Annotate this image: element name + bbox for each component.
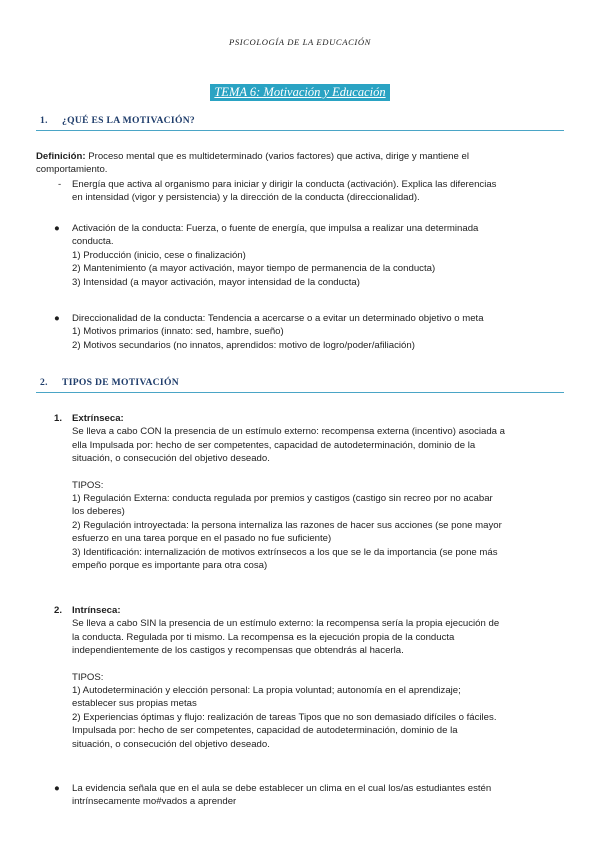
sub-item: 2) Mantenimiento (a mayor activación, mayor tiempo de permanencia de la conducta) xyxy=(72,263,436,275)
tipo-line: 1) Autodeterminación y elección personal: La propia voluntad; autonomía en el aprendizaje; xyxy=(72,685,461,697)
definition-label: Definición: xyxy=(36,151,86,162)
running-header: PSICOLOGÍA DE LA EDUCACIÓN xyxy=(228,37,372,47)
sub-item: 1) Producción (inicio, cese o finalización) xyxy=(72,249,246,261)
tipos-label: TIPOS: xyxy=(72,479,104,491)
tipo-line: 1) Regulación Externa: conducta regulada por premios y castigos (castigo sin recreo por no acabar xyxy=(72,493,493,505)
tipo-line: 3) Identificación: internalización de motivos extrínsecos a los que se le da importancia (se pone más xyxy=(72,546,498,558)
section-heading-2 xyxy=(36,376,564,393)
bullet-line: Direccionalidad de la conducta: Tendencia a acercarse o a evitar un determinado objetivo o meta xyxy=(72,313,484,324)
tipo-line: esfuerzo en una tarea porque en el pasado no fue suficiente) xyxy=(72,533,332,545)
item-number: 2. xyxy=(54,605,63,616)
tipo-line: 2) Regulación introyectada: la persona internaliza las razones de hacer sus acciones (se pone mayor xyxy=(72,519,502,531)
definition-text: Proceso mental que es multideterminado (varios factores) que activa, dirige y mantiene el xyxy=(85,151,469,162)
bullet-line: Activación de la conducta: Fuerza, o fuente de energía, que impulsa a realizar una determinada xyxy=(72,223,479,234)
section-number: 2. xyxy=(40,377,48,388)
item-title: Intrínseca: xyxy=(72,605,121,616)
tipos-label: TIPOS: xyxy=(72,671,104,683)
sub-item: 1) Motivos primarios (innato: sed, hambre, sueño) xyxy=(72,326,284,338)
tipo-line: establecer sus propias metas xyxy=(72,698,197,710)
item-text: Se lleva a cabo CON la presencia de un estímulo externo: recompensa externa (incentivo) asociada a xyxy=(72,426,506,438)
item-text: situación, o consecución del objetivo deseado. xyxy=(72,453,270,465)
tipo-line: los deberes) xyxy=(72,506,125,518)
dash-marker: - xyxy=(58,179,62,190)
item-text: ella Impulsada por: hecho de ser competentes, capacidad de autodeterminación, dominio de la xyxy=(72,439,476,451)
topic-title: TEMA 6: Motivación y Educación xyxy=(210,84,389,101)
tipo-line: situación, o consecución del objetivo deseado. xyxy=(72,738,270,750)
sub-item: 2) Motivos secundarios (no innatos, aprendidos: motivo de logro/poder/afiliación) xyxy=(72,339,415,351)
bullet-icon: ● xyxy=(54,313,60,324)
definition-paragraph xyxy=(36,150,566,177)
item-title: Extrínseca: xyxy=(72,413,124,424)
bullet-icon: ● xyxy=(54,783,60,794)
sub-item: 3) Intensidad (a mayor activación, mayor intensidad de la conducta) xyxy=(72,276,360,288)
dash-item-line: en intensidad (vigor y persistencia) y la dirección de la conducta (direccionalidad). xyxy=(72,192,420,204)
item-text: independientemente de los castigos y recompensas que obtendrás al hacerla. xyxy=(72,645,404,657)
item-number: 1. xyxy=(54,413,63,424)
item-text: la conducta. Regulada por ti mismo. La recompensa es la ejecución propia de la conducta xyxy=(72,631,455,643)
topic-title-wrapper xyxy=(0,84,600,101)
section-title: ¿QUÉ ES LA MOTIVACIÓN? xyxy=(62,115,196,126)
tipo-line: Impulsada por: hecho de ser competentes, capacidad de autodeterminación, dominio de la xyxy=(72,725,458,737)
section-heading-1 xyxy=(36,114,564,131)
item-text: Se lleva a cabo SIN la presencia de un estímulo externo: la recompensa sería la propia ejecución de xyxy=(72,618,500,630)
bullet-line: La evidencia señala que en el aula se debe establecer un clima en el cual los/as estudiantes estén xyxy=(72,783,492,794)
section-title: TIPOS DE MOTIVACIÓN xyxy=(62,377,179,388)
bullet-line: intrínsecamente mo#vados a aprender xyxy=(72,796,237,808)
definition-text-cont: comportamiento. xyxy=(36,164,108,176)
tipo-line: 2) Experiencias óptimas y flujo: realización de tareas Tipos que no son demasiado difíciles o fáciles. xyxy=(72,711,497,723)
bullet-icon: ● xyxy=(54,223,60,234)
dash-item-line: Energía que activa al organismo para iniciar y dirigir la conducta (activación). Explica las diferencias xyxy=(72,179,497,190)
tipo-line: empeño porque es importante para otra cosa) xyxy=(72,560,268,572)
section-number: 1. xyxy=(40,115,48,126)
bullet-line: conducta. xyxy=(72,236,114,248)
